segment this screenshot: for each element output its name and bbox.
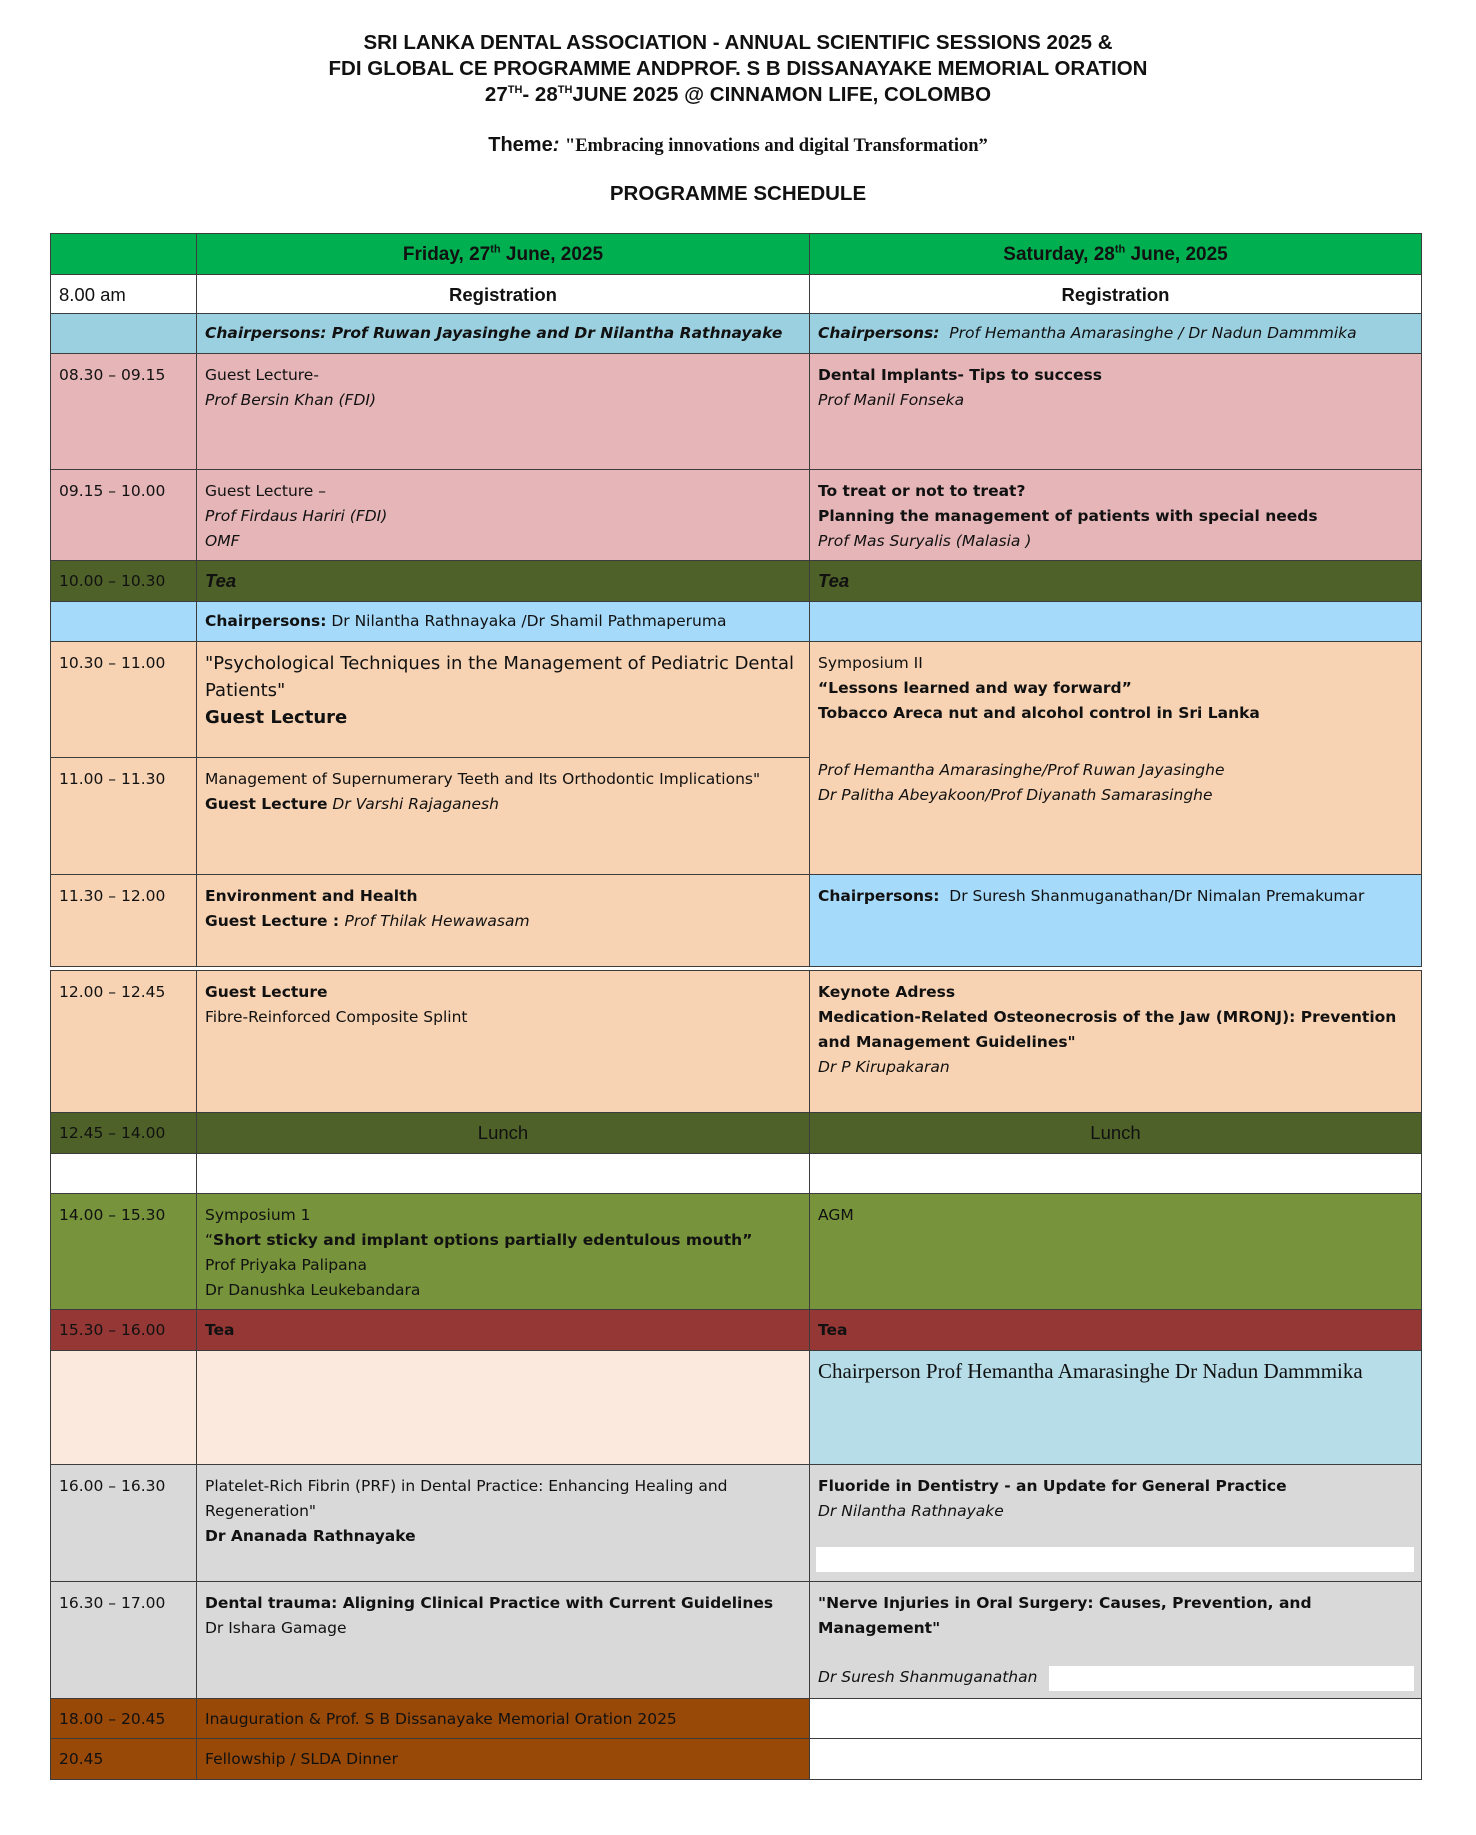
title-line-1: SRI LANKA DENTAL ASSOCIATION - ANNUAL SCIENTIFIC SESSIONS 2025 &	[363, 31, 1113, 54]
registration-saturday: Registration	[809, 274, 1422, 314]
day-header-friday: Friday, 27th June, 2025	[196, 233, 810, 275]
header-blank-cell	[50, 233, 197, 275]
time-cell-blank	[50, 313, 197, 354]
time-cell-blank	[50, 601, 197, 642]
symposium-1-friday: Symposium 1 “Short sticky and implant options partially edentulous mouth” Prof Priyaka Palipana Dr Danushka Leukebandara	[196, 1193, 810, 1310]
time-cell: 20.45	[50, 1738, 197, 1780]
lunch-saturday: Lunch	[809, 1112, 1422, 1154]
theme-line: Theme: "Embracing innovations and digital Transformation”	[488, 134, 988, 156]
blank-cell	[50, 1153, 197, 1194]
time-cell: 15.30 – 16.00	[50, 1309, 197, 1351]
time-cell: 11.00 – 11.30	[50, 757, 197, 875]
time-cell: 18.00 – 20.45	[50, 1698, 197, 1739]
time-cell: 16.00 – 16.30	[50, 1464, 197, 1582]
time-cell: 12.00 – 12.45	[50, 970, 197, 1113]
inauguration-friday: Inauguration & Prof. S B Dissanayake Memorial Oration 2025	[196, 1698, 810, 1739]
title-line-2: FDI GLOBAL CE PROGRAMME ANDPROF. S B DISSANAYAKE MEMORIAL ORATION	[328, 57, 1148, 80]
blank-cell	[196, 1350, 810, 1465]
chairpersons-friday: Chairpersons: Prof Ruwan Jayasinghe and Dr Nilantha Rathnayake	[196, 313, 810, 354]
session-saturday-1600: Fluoride in Dentistry - an Update for General Practice Dr Nilantha Rathnayake	[809, 1464, 1422, 1582]
theme-text: "Embracing innovations and digital Transformation”	[564, 136, 988, 156]
time-cell: 12.45 – 14.00	[50, 1112, 197, 1154]
session-friday-1600: Platelet-Rich Fibrin (PRF) in Dental Practice: Enhancing Healing and Regeneration" Dr Ananada Rathnayake	[196, 1464, 810, 1582]
registration-friday: Registration	[196, 274, 810, 314]
chairpersons-saturday: Chairpersons: Prof Hemantha Amarasinghe / Dr Nadun Dammmika	[809, 313, 1422, 354]
blank-cell	[809, 1153, 1422, 1194]
time-cell: 8.00 am	[50, 274, 197, 314]
session-saturday-0915: To treat or not to treat? Planning the management of patients with special needs Prof Mas Suryalis (Malasia )	[809, 469, 1422, 561]
keynote-saturday-1200: Keynote Adress Medication-Related Osteonecrosis of the Jaw (MRONJ): Prevention and Management Guidelines" Dr P Kirupakaran	[809, 970, 1422, 1113]
blank-input-box	[816, 1547, 1414, 1572]
time-cell: 09.15 – 10.00	[50, 469, 197, 561]
session-friday-0830: Guest Lecture- Prof Bersin Khan (FDI)	[196, 353, 810, 470]
time-cell: 10.30 – 11.00	[50, 641, 197, 758]
lunch-friday: Lunch	[196, 1112, 810, 1154]
session-friday-1130: Environment and Health Guest Lecture : Prof Thilak Hewawasam	[196, 874, 810, 967]
chairpersons-saturday-2: Chairpersons: Dr Suresh Shanmuganathan/Dr Nimalan Premakumar	[809, 874, 1422, 967]
time-cell: 10.00 – 10.30	[50, 560, 197, 602]
blank-cell	[809, 1738, 1422, 1780]
session-friday-1200: Guest Lecture Fibre-Reinforced Composite Splint	[196, 970, 810, 1113]
blank-input-box	[1049, 1666, 1414, 1691]
fellowship-dinner-friday: Fellowship / SLDA Dinner	[196, 1738, 810, 1780]
schedule-title: PROGRAMME SCHEDULE	[609, 182, 867, 205]
chairperson-saturday-3: Chairperson Prof Hemantha Amarasinghe Dr Nadun Dammmika	[809, 1350, 1422, 1465]
tea-break-saturday: Tea	[809, 560, 1422, 602]
time-cell: 08.30 – 09.15	[50, 353, 197, 470]
session-friday-1630: Dental trauma: Aligning Clinical Practice with Current Guidelines Dr Ishara Gamage	[196, 1581, 810, 1699]
tea-break-saturday-2: Tea	[809, 1309, 1422, 1351]
agm-saturday: AGM	[809, 1193, 1422, 1310]
blank-cell	[809, 1698, 1422, 1739]
symposium-2-saturday: Symposium II “Lessons learned and way forward” Tobacco Areca nut and alcohol control in Sri Lanka Prof Hemantha Amarasinghe/Prof Ruwan Jayasinghe Dr Palitha Abeyakoon/Prof Diyanath Samarasinghe	[809, 641, 1422, 875]
tea-break-friday: Tea	[196, 560, 810, 602]
chairpersons-friday-2: Chairpersons: Dr Nilantha Rathnayaka /Dr Shamil Pathmaperuma	[196, 601, 810, 642]
session-friday-1030: "Psychological Techniques in the Management of Pediatric Dental Patients" Guest Lecture	[196, 641, 810, 758]
blank-cell	[50, 1350, 197, 1465]
session-friday-0915: Guest Lecture – Prof Firdaus Hariri (FDI) OMF	[196, 469, 810, 561]
blank-cell	[196, 1153, 810, 1194]
session-saturday-1630: "Nerve Injuries in Oral Surgery: Causes, Prevention, and Management" Dr Suresh Shanmuganathan	[809, 1581, 1422, 1699]
time-cell: 14.00 – 15.30	[50, 1193, 197, 1310]
time-cell: 16.30 – 17.00	[50, 1581, 197, 1699]
time-cell: 11.30 – 12.00	[50, 874, 197, 967]
title-line-3: 27TH- 28THJUNE 2025 @ CINNAMON LIFE, COLOMBO	[484, 83, 992, 106]
blank-cell-saturday	[809, 601, 1422, 642]
session-saturday-0830: Dental Implants- Tips to success Prof Manil Fonseka	[809, 353, 1422, 470]
document-title	[0, 30, 1476, 108]
day-header-saturday: Saturday, 28th June, 2025	[809, 233, 1422, 275]
tea-break-friday-2: Tea	[196, 1309, 810, 1351]
session-friday-1100: Management of Supernumerary Teeth and Its Orthodontic Implications" Guest Lecture Dr Varshi Rajaganesh	[196, 757, 810, 875]
